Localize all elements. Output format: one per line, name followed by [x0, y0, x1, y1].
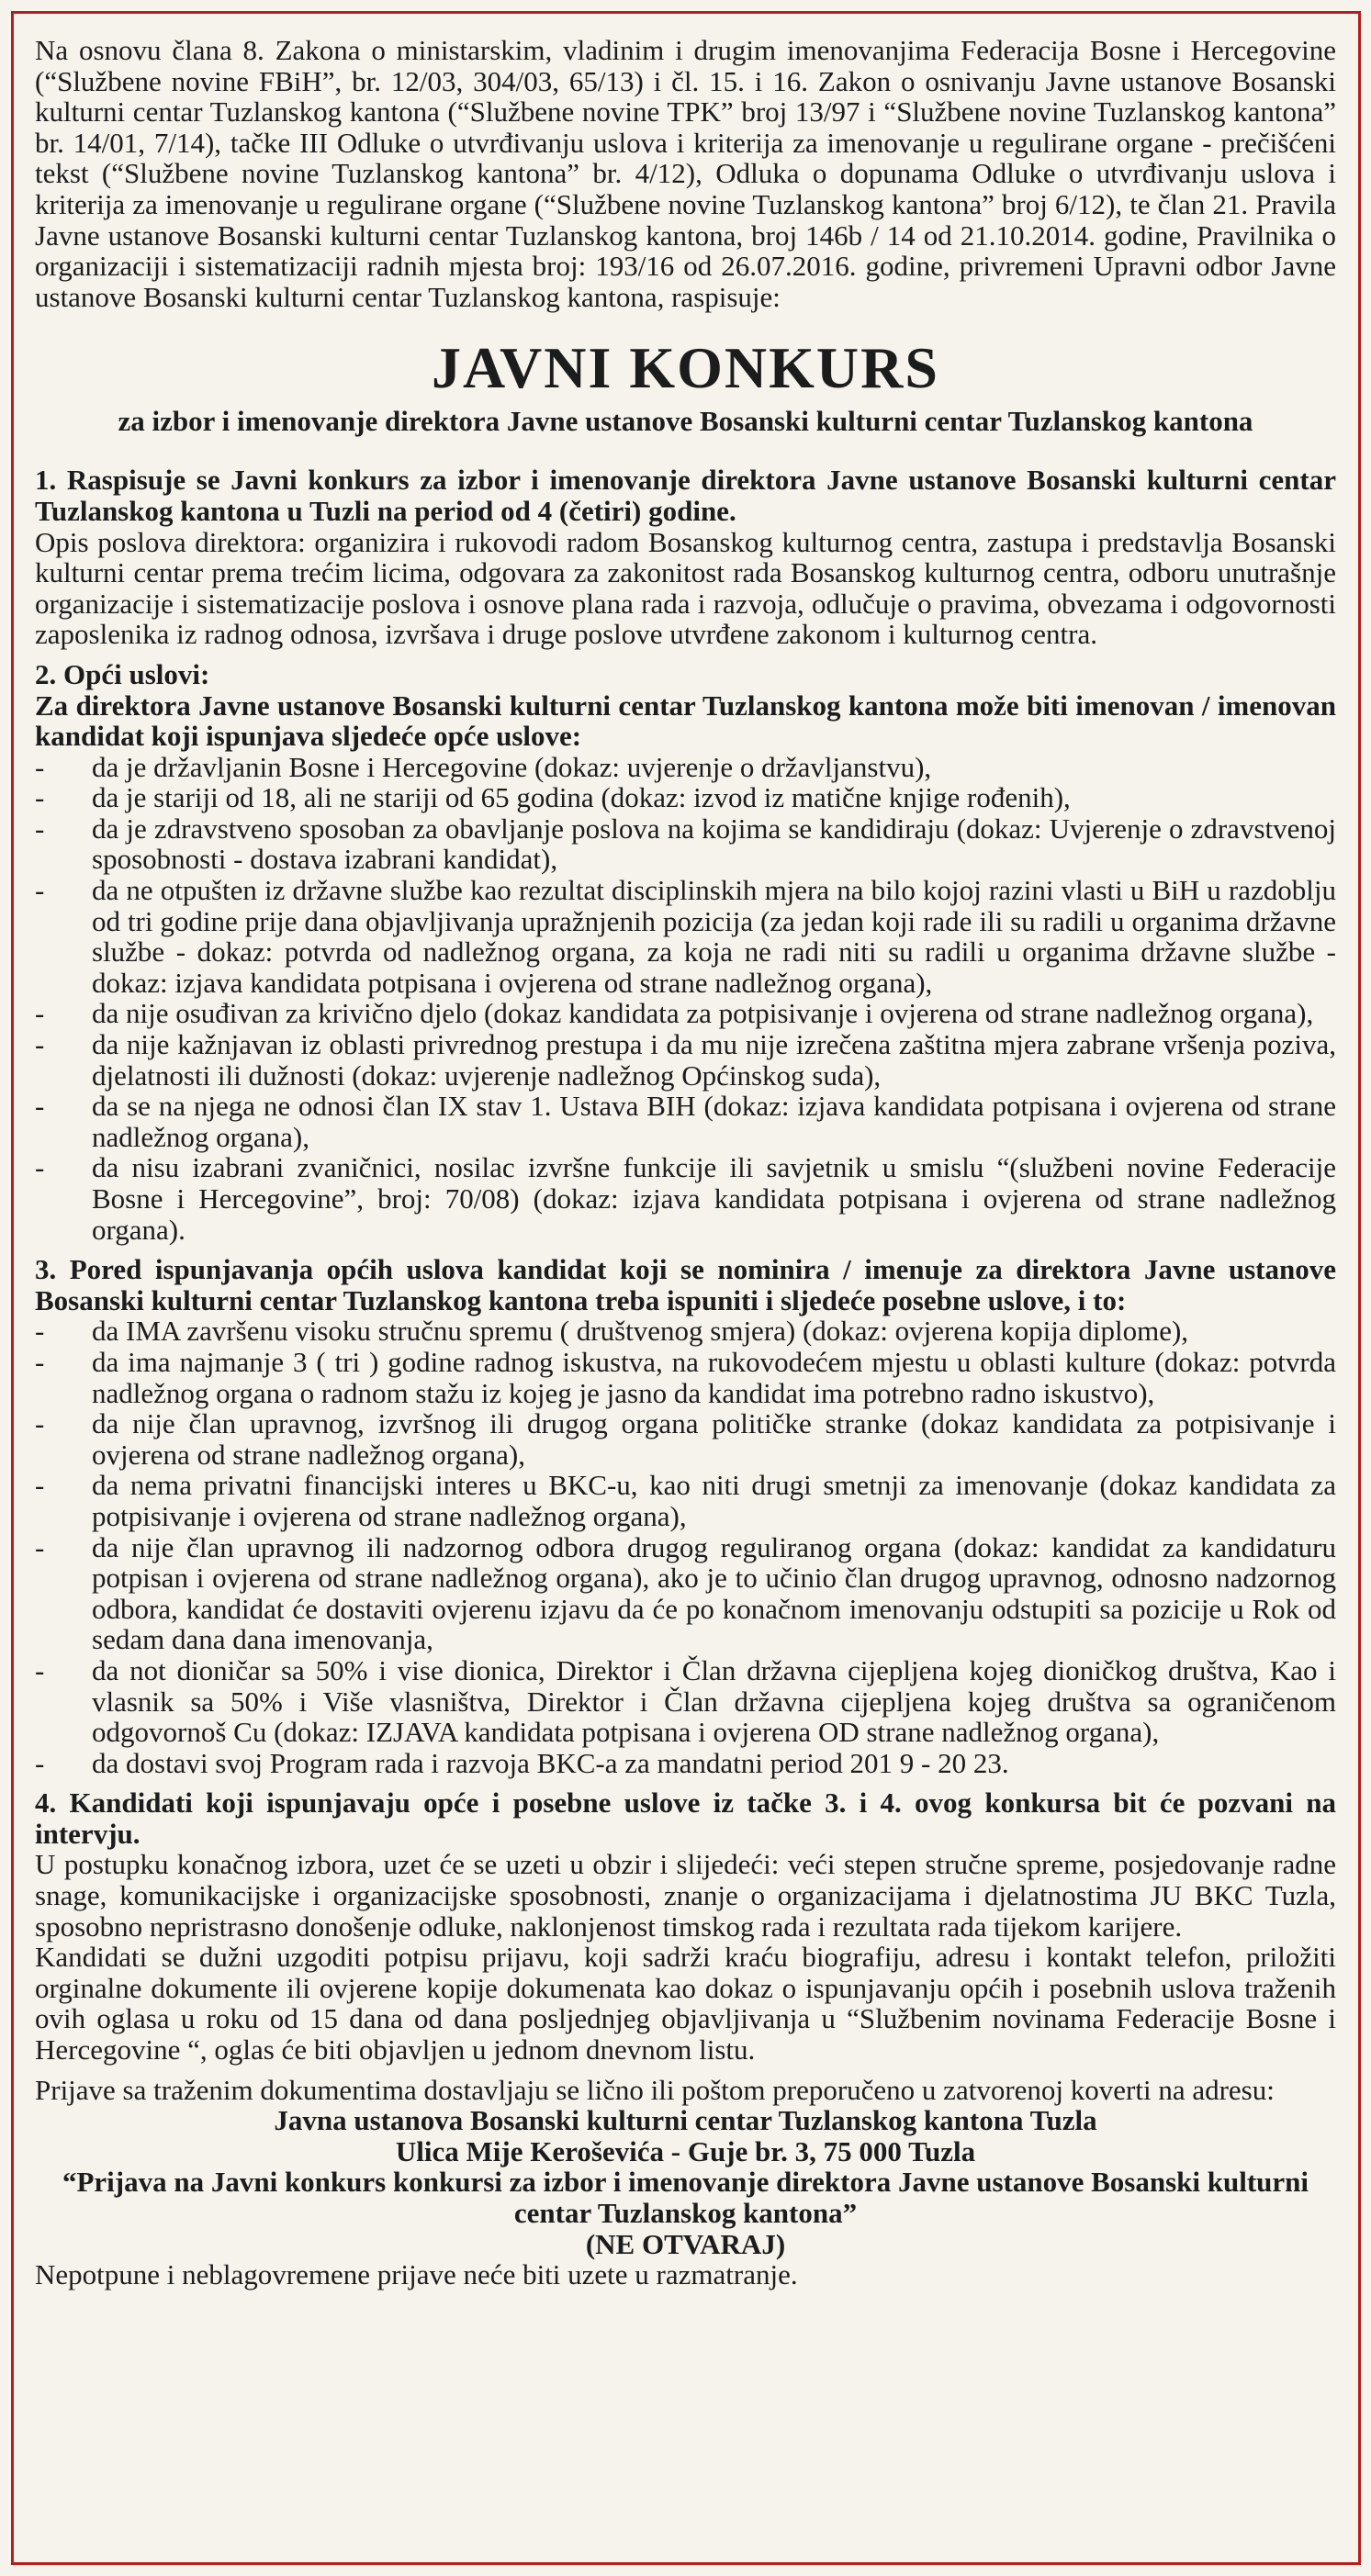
footer-note: Nepotpune i neblagovremene prijave neće biti uzete u razmatranje.	[35, 2258, 798, 2291]
submission-instructions: Prijave sa traženim dokumentima dostavljaju se lično ili poštom preporučeno u zatvorenoj koverti na adresu:	[35, 2073, 1275, 2106]
document-subtitle: za izbor i imenovanje direktora Javne ustanove Bosanski kulturni centar Tuzlanskog kantona	[118, 405, 1253, 438]
list-item: - da ne otpušten iz državne službe kao rezultat disciplinskih mjera na bilo kojoj razini vlasti u BiH u razdoblju od tri godine prije dana objavljivanja upražnjenih pozicija (za jedan koji rade ili su radili u organima državne službe - dokaz: potvrda od nadležnog organa, za koja ne radi niti su radili u organima državne službe - dokaz: izjava kandidata potpisana i ovjerena od strane nadležnog organa),	[35, 875, 1336, 998]
intro-paragraph: Na osnovu člana 8. Zakona o ministarskim, vladinim i drugim imenovanjima Federacija Bosne i Hercegovine (“Službene novine FBiH”, br. 12/03, 304/03, 65/13) i čl. 15. i 16. Zakon o osnivanju Javne ustanove Bosanski kulturni centar Tuzlanskog kantona (“Službene novine TPK” broj 13/97 i “Službene novine Tuzlanskog kantona” br. 14/01, 7/14), tačke III Odluke o utvrđivanju uslova i kriterija za imenovanje u regulirane organe - prečišćeni tekst (“Službene novine Tuzlanskog kantona” br. 4/12), Odluka o dopunama Odluke o utvrđivanju uslova i kriterija za imenovanje u regulirane organe (“Službene novine Tuzlanskog kantona” broj 6/12), te član 21. Pravila Javne ustanove Bosanski kulturni centar Tuzlanskog kantona, broj 146b / 14 od 21.10.2014. godine, Pravilnika o organizaciji i sistematizaciji radnih mjesta broj: 193/16 od 26.07.2016. godine, privremeni Upravni odbor Javne ustanove Bosanski kulturni centar Tuzlanskog kantona, raspisuje:	[35, 34, 1336, 313]
address-line-1: Javna ustanova Bosanski kulturni centar Tuzlanskog kantona Tuzla	[274, 2104, 1097, 2137]
section-2-list	[35, 752, 1336, 1246]
document-title: JAVNI KONKURS	[432, 335, 939, 401]
address-line-2: Ulica Mije Keroševića - Guje br. 3, 75 000 Tuzla	[395, 2134, 976, 2167]
section-2-lead: Za direktora Javne ustanove Bosanski kulturni centar Tuzlanskog kantona može biti imenovan / imenovan kandidat koji ispunjava sljedeće opće uslove:	[35, 689, 1336, 753]
list-item: - da not dioničar sa 50% i vise dionica, Direktor i Član državna cijepljena kojeg dioničkog društva, Kao i vlasnik sa 50% i Više vlasništva, Direktor i Član državna cijepljena kojeg društva sa ograničenom odgovornoš Cu (dokaz: IZJAVA kandidata potpisana i ovjerena OD strane nadležnog organa),	[35, 1655, 1336, 1748]
list-item: - da nije osuđivan za krivično djelo (dokaz kandidata za potpisivanje i ovjerena od strane nadležnog organa),	[35, 998, 1336, 1029]
list-item: - da nisu izabrani zvaničnici, nosilac izvršne funkcije ili savjetnik u smislu “(službeni novine Federacije Bosne i Hercegovine”, broj: 70/08) (dokaz: izjava kandidata potpisana i ovjerena od strane nadležnog organa).	[35, 1152, 1336, 1245]
list-item: - da nije član upravnog, izvršnog ili drugog organa političke stranke (dokaz kandidata za potpisivanje i ovjerena od strane nadležnog organa),	[35, 1408, 1336, 1470]
list-item: - da dostavi svoj Program rada i razvoja BKC-a za mandatni period 201 9 - 20 23.	[35, 1748, 1336, 1779]
list-item: - da je zdravstveno sposoban za obavljanje poslova na kojima se kandidiraju (dokaz: Uvjerenje o zdravstvenoj sposobnosti - dostava izabrani kandidat),	[35, 813, 1336, 875]
list-item: - da je državljanin Bosne i Hercegovine (dokaz: uvjerenje o državljanstvu),	[35, 752, 1336, 783]
section-3-heading: 3. Pored ispunjavanja općih uslova kandidat koji se nominira / imenuje za direktora Javne ustanove Bosanski kulturni centar Tuzlanskog kantona treba ispuniti i sljedeće posebne uslove, i to:	[35, 1253, 1336, 1316]
document-content	[35, 35, 1336, 2290]
list-item: - da IMA završenu visoku stručnu spremu ( društvenog smjera) (dokaz: ovjerena kopija diplome),	[35, 1316, 1336, 1347]
list-item: - da ima najmanje 3 ( tri ) godine radnog iskustva, na rukovodećem mjestu u oblasti kulture (dokaz: potvrda nadležnog organa o radnom stažu iz kojeg je jasno da kandidat ima potrebno radno iskustvo),	[35, 1347, 1336, 1408]
section-4-body-1: U postupku konačnog izbora, uzet će se uzeti u obzir i slijedeći: veći stepen stručne spreme, posjedovanje radne snage, komunikacijske i organizacijske sposobnosti, znanje o organizacijama i djelatnostima JU BKC Tuzla, sposobno nepristrasno donošenje odluke, naklonjenost timskog rada i rezultata rada tijekom karijere.	[35, 1848, 1336, 1943]
do-not-open-label: (NE OTVARAJ)	[585, 2227, 786, 2260]
list-item: - da nije kažnjavan iz oblasti privrednog prestupa i da mu nije izrečena zaštitna mjera zabrane vršenja poziva, djelatnosti ili dužnosti (dokaz: uvjerenje nadležnog Općinskog suda),	[35, 1029, 1336, 1091]
section-1-heading: 1. Raspisuje se Javni konkurs za izbor i imenovanje direktora Javne ustanove Bosanski kulturni centar Tuzlanskog kantona u Tuzli na period od 4 (četiri) godine.	[35, 464, 1336, 527]
section-2-heading: 2. Opći uslovi:	[35, 657, 210, 690]
list-item: - da nema privatni financijski interes u BKC-u, kao niti drugi smetnji za imenovanje (dokaz kandidata za potpisivanje i ovjerena od strane nadležnog organa),	[35, 1470, 1336, 1531]
section-3-list	[35, 1316, 1336, 1778]
section-4-body-2: Kandidati se dužni uzgoditi potpisu prijavu, koji sadrži kraću biografiju, adresu i kontakt telefon, priložiti orginalne dokumente ili ovjerene kopije dokumenata kao dokaz o ispunjavanju općih i posebnih uslova traženih ovih oglasa u roku od 15 dana od dana posljednjeg objavljivanja u “Službenim novinama Federacije Bosne i Hercegovine “, oglas će biti objavljen u jednom dnevnom listu.	[35, 1941, 1336, 2066]
section-4-heading: 4. Kandidati koji ispunjavaju opće i posebne uslove iz tačke 3. i 4. ovog konkursa bit će pozvani na intervju.	[35, 1786, 1336, 1850]
list-item: - da nije član upravnog ili nadzornog odbora drugog reguliranog organa (dokaz: kandidat za kandidaturu potpisan i ovjerena od strane nadležnog organa), ako je to učinio član drugog upravnog, odnosno nadzornog odbora, kandidat će dostaviti ovjerenu izjavu da će po konačnom imenovanju odstupiti sa pozicije u Rok od sedam dana dana imenovanja,	[35, 1532, 1336, 1655]
envelope-label: “Prijava na Javni konkurs konkursi za izbor i imenovanje direktora Javne ustanove Bosanski kulturni centar Tuzlanskog kantona”	[62, 2166, 1309, 2229]
section-1-body: Opis poslova direktora: organizira i rukovodi radom Bosanskog kulturnog centra, zastupa i predstavlja Bosanski kulturni centar prema trećim licima, odgovara za zakonitost rada Bosanskog kulturnog centra, odboru unutrašnje organizacije i sistematizacije poslova i osnove plana rada i razvoja, odlučuje o pravima, obvezama i odgovornosti zaposlenika iz radnog odnosa, izvršava i druge poslove utvrđene zakonom i kulturnog centra.	[35, 525, 1336, 651]
list-item: - da se na njega ne odnosi član IX stav 1. Ustava BIH (dokaz: izjava kandidata potpisana i ovjerena od strane nadležnog organa),	[35, 1091, 1336, 1152]
list-item: - da je stariji od 18, ali ne stariji od 65 godina (dokaz: izvod iz matične knjige rođenih),	[35, 782, 1336, 813]
